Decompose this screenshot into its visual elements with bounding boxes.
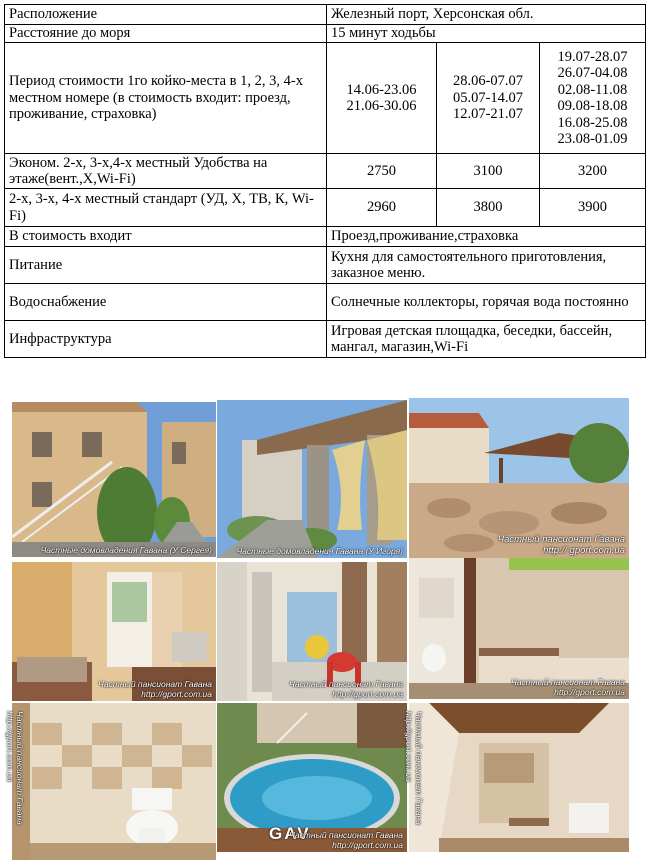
photo-caption: Частные домовладения Гавана (У Сергея) [40,544,212,555]
location-value: Железный порт, Херсонская обл. [327,5,646,25]
caption-site: http://gport.com.ua [404,711,415,782]
photo-caption [289,831,403,850]
infra-value: Игровая детская площадка, беседки, бассейн, мангал, магазин,Wi-Fi [327,321,646,358]
photo-caption: Частные домовладения Гавана (У Игоря) [236,545,403,556]
photo-building-courtyard [12,402,216,557]
photo-swimming-pool [217,703,407,852]
econom-label: Эконом. 2-х, 3-х,4-х местный Удобства на этаже(вент.,Х,Wi-Fi) [5,154,327,189]
photo-room-bed-balcony [12,562,216,701]
period-date: 09.08-18.08 [557,98,628,114]
caption-site: http://gport.com.ua [332,839,403,850]
caption-name: Частный пансионат Гавана [15,711,25,825]
caption-name: Частный пансионат Гавана [497,534,625,545]
photo-caption [511,678,625,697]
food-value: Кухня для самостоятельного приготовления, заказное меню. [327,247,646,284]
period-date: 23.08-01.09 [557,131,628,147]
period-date: 14.06-23.06 [346,81,417,98]
included-label: В стоимость входит [5,227,327,247]
period-date: 28.06-07.07 [452,73,524,90]
standard-label: 2-х, 3-х, 4-х местный стандарт (УД, Х, ТВ, К, Wi-Fi) [5,189,327,227]
caption-name: Частный пансионат Гавана [98,679,212,689]
caption-site: http://gport.com.ua [554,686,625,697]
caption-name: Частный пансионат Гавана [511,677,625,687]
water-label: Водоснабжение [5,284,327,321]
price-cell: 3800 [437,189,540,227]
photo-room-beds-bathroom [409,558,629,699]
caption-site: http://gport.com.ua [332,688,403,699]
period-date: 19.07-28.07 [557,48,628,65]
period-col-3 [540,43,646,154]
photo-caption [404,711,423,825]
water-value: Солнечные коллекторы, горячая вода постоянно [327,284,646,321]
period-date: 05.07-14.07 [452,89,524,106]
caption-site: http://gport.com.ua [5,711,16,782]
period-date: 16.08-25.08 [557,114,628,131]
caption-site: http:// gport.com.ua [543,544,625,556]
caption-name: Частный пансионат Гавана [414,711,424,825]
price-cell: 3100 [437,154,540,189]
distance-value: 15 минут ходьбы [327,25,646,43]
photo-caption [5,711,24,825]
price-cell: 3200 [540,154,646,189]
period-date: 02.08-11.08 [557,81,628,98]
location-label: Расположение [5,5,327,25]
infra-label: Инфраструктура [5,321,327,358]
distance-label: Расстояние до моря [5,25,327,43]
price-table [4,4,646,358]
photo-bathroom-toilet [5,703,216,860]
photo-corridor-terrace [217,562,407,701]
period-date: 21.06-30.06 [346,98,417,114]
period-col-2 [437,43,540,154]
pension-logo: GAV [269,824,311,843]
period-label: Период стоимости 1го койко-места в 1, 2, 3, 4-х местном номере (в стоимость входит: проезд, проживание, страховка) [5,43,327,154]
photo-caption [498,535,625,556]
price-cell: 2960 [327,189,437,227]
price-cell: 2750 [327,154,437,189]
period-date: 12.07-21.07 [452,106,524,123]
included-value: Проезд,проживание,страховка [327,227,646,247]
photo-caption [289,680,403,699]
photo-terrace-curtains [217,400,407,558]
food-label: Питание [5,247,327,284]
photo-gazebo-rocks [409,398,629,558]
photo-caption [98,680,212,699]
photo-room-wood-ceiling [404,703,629,852]
period-date: 26.07-04.08 [557,65,628,81]
caption-name: Частный пансионат Гавана [289,830,403,840]
caption-name: Частный пансионат Гавана [289,679,403,689]
period-col-1 [327,43,437,154]
price-cell: 3900 [540,189,646,227]
caption-site: http://gport.com.ua [141,688,212,699]
